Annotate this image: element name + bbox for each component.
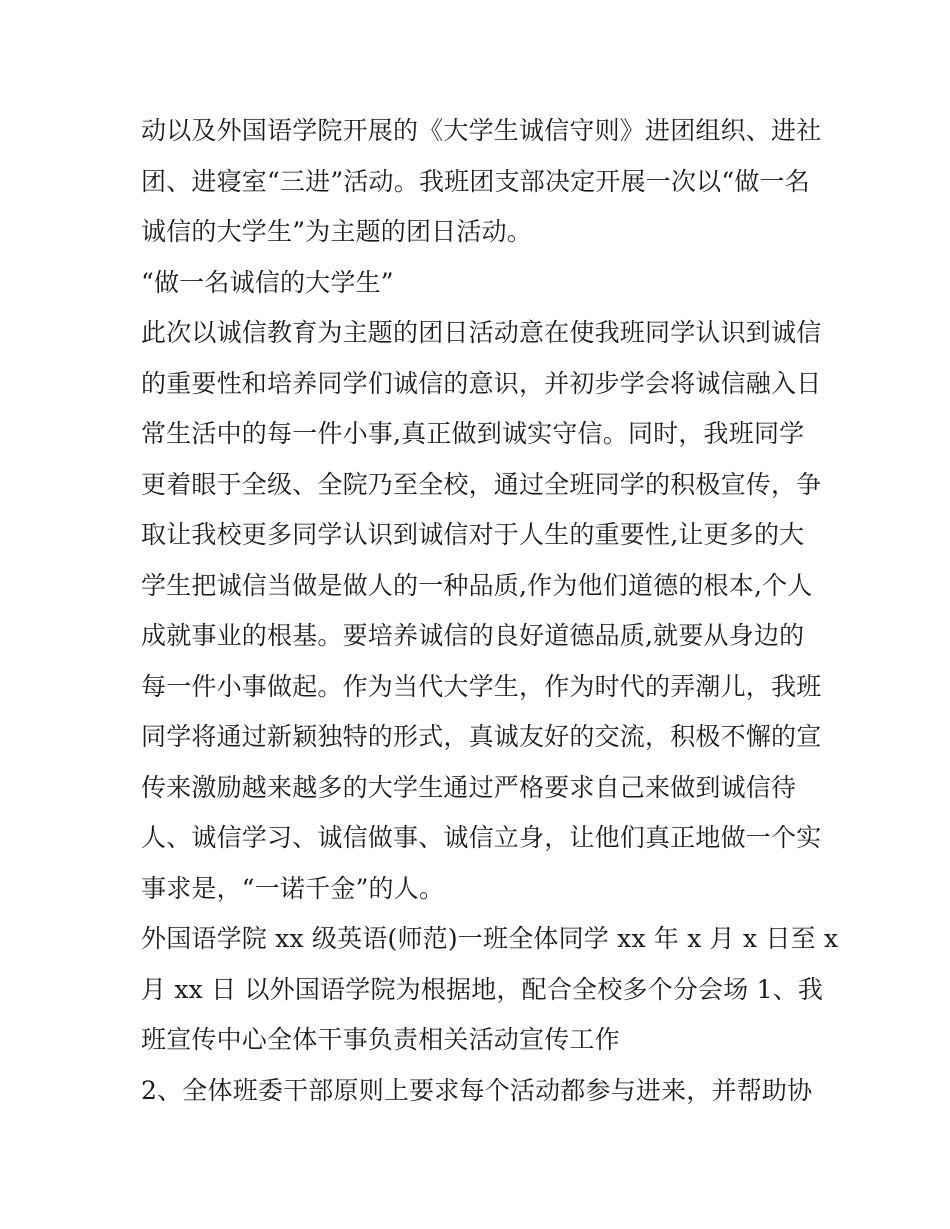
- text-line: 每一件小事做起。作为当代大学生，作为时代的弄潮儿，我班: [141, 671, 822, 701]
- text-line: 更着眼于全级、全院乃至全校，通过全班同学的积极宣传，争: [141, 469, 822, 499]
- paragraph-participants: [141, 914, 839, 1066]
- paragraph-theme: [141, 258, 821, 309]
- paragraph-purpose: [141, 308, 821, 914]
- text-line: 团、进寝室“三进”活动。我班团支部决定开展一次以“做一名: [141, 166, 810, 196]
- text-line: “做一名诚信的大学生”: [141, 267, 394, 297]
- paragraph-duties: [141, 1066, 821, 1117]
- text-line: 此次以诚信教育为主题的团日活动意在使我班同学认识到诚信: [141, 318, 822, 347]
- text-line: 班宣传中心全体干事负责相关活动宣传工作: [141, 1025, 620, 1054]
- document-body: [141, 106, 839, 1116]
- text-line: 月 xx 日 以外国语学院为根据地，配合全校多个分会场 1、我: [141, 974, 824, 1004]
- text-line: 常生活中的每一件小事,真正做到诚实守信。同时，我班同学: [141, 419, 805, 448]
- text-line: 同学将通过新颖独特的形式，真诚友好的交流，积极不懈的宣: [141, 722, 822, 751]
- text-line: 学生把诚信当做是做人的一种品质,作为他们道德的根本,个人: [141, 570, 813, 600]
- text-line: 外国语学院 xx 级英语(师范)一班全体同学 xx 年 x 月 x 日至 x: [141, 924, 839, 953]
- text-line: 2、全体班委干部原则上要求每个活动都参与进来，并帮助协: [141, 1075, 813, 1105]
- text-line: 人、诚信学习、诚信做事、诚信立身，让他们真正地做一个实: [141, 823, 822, 852]
- text-line: 的重要性和培养同学们诚信的意识，并初步学会将诚信融入日: [141, 368, 822, 398]
- paragraph-intro: [141, 106, 821, 258]
- text-line: 事求是，“一诺千金”的人。: [141, 873, 445, 903]
- text-line: 诚信的大学生”为主题的团日活动。: [141, 217, 532, 246]
- text-line: 取让我校更多同学认识到诚信对于人生的重要性,让更多的大: [141, 520, 805, 549]
- text-line: 成就事业的根基。要培养诚信的良好道德品质,就要从身边的: [141, 621, 805, 650]
- text-line: 动以及外国语学院开展的《大学生诚信守则》进团组织、进社: [141, 116, 822, 145]
- text-line: 传来激励越来越多的大学生通过严格要求自己来做到诚信待: [141, 772, 797, 802]
